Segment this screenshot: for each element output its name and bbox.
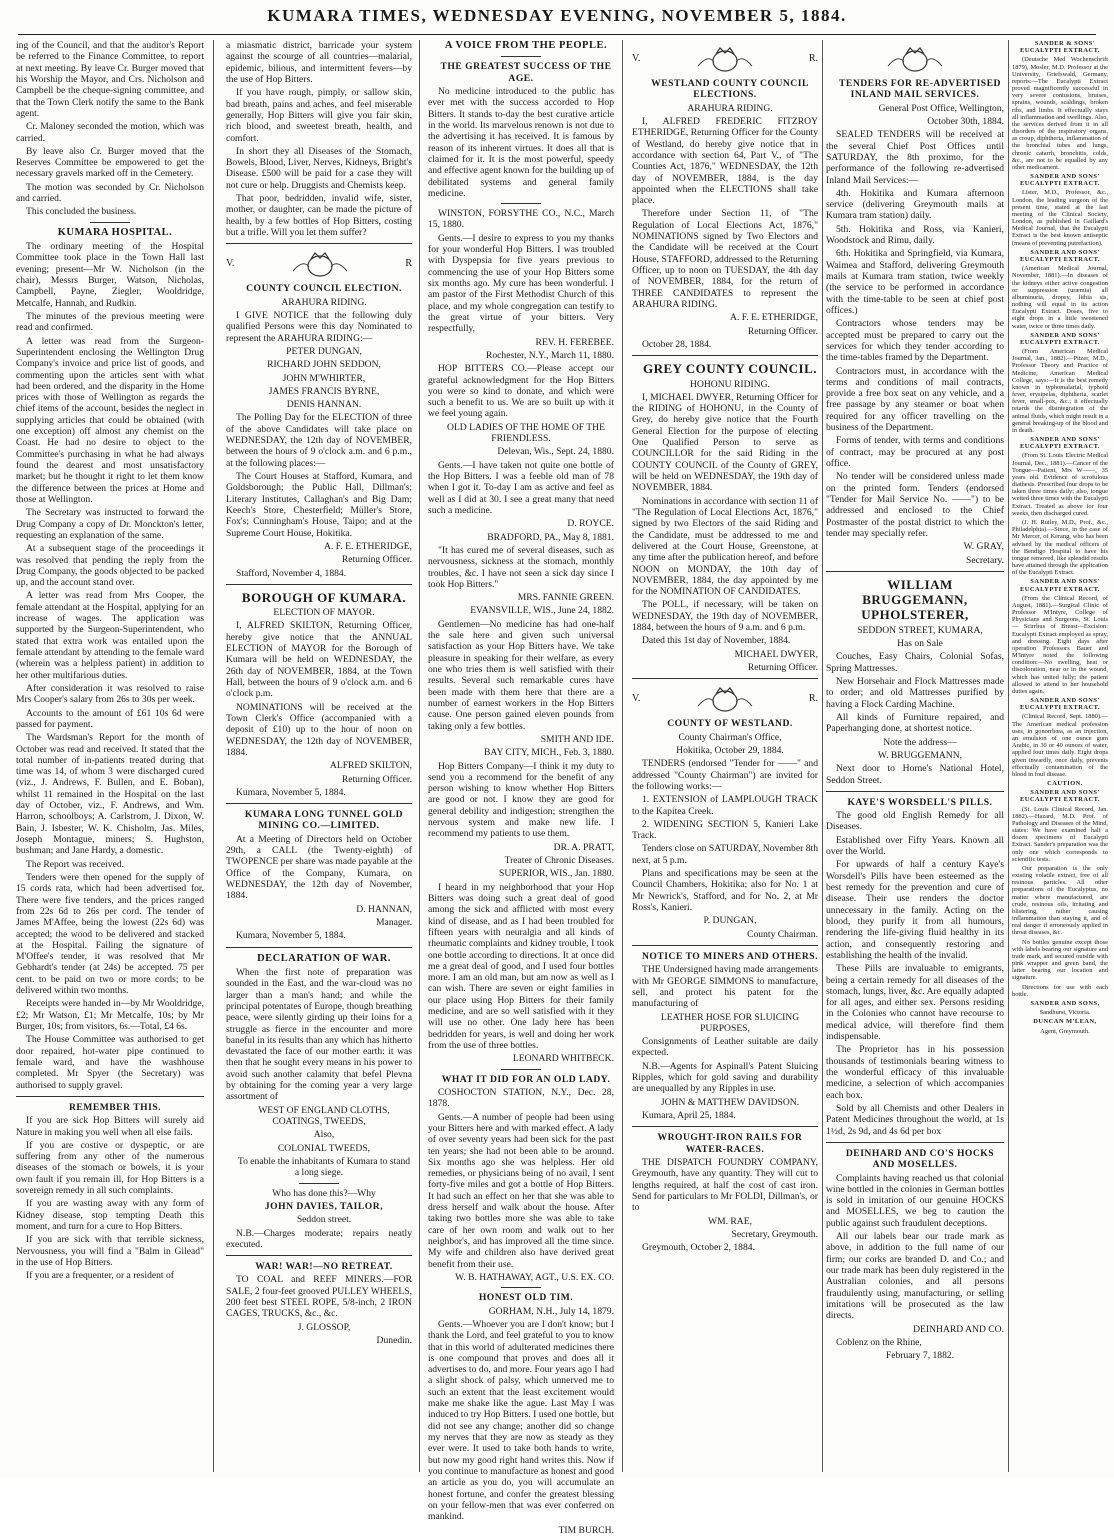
notice-heading: KUMARA LONG TUNNEL GOLD MINING CO.—LIMITED. bbox=[244, 809, 404, 832]
testimonial-text: Gents.—I have taken not quite one bottle of the Hop Bitters. I was a feeble old man of 78 when I got it. To-day I am as active and feel as well as I did at 30. I see a great many that need such a medicine. bbox=[428, 459, 614, 516]
crest-mark: V. bbox=[632, 693, 641, 705]
ad-text: LEATHER HOSE FOR SLUICING PURPOSES, bbox=[660, 1011, 800, 1034]
ad-heading: WHAT IT DID FOR AN OLD LADY. bbox=[441, 1073, 611, 1085]
candidate-name: DENIS HANNAN. bbox=[286, 399, 362, 411]
article-text: If you are costive or dyspeptic, or are suffering from any other of the numerous diseases of the stomach or bowels, it is your own fault if you remain ill, for Hop Bitters is a sovereign remedy in all such complaints. bbox=[16, 1139, 204, 1197]
article-text: A letter was read from Mrs Cooper, the female attendant at the Hospital, applying for an increase of wages. The application was supported by the Surgeon-Superintendent, who stated that extra work was entailed upon the female attendant by attending to the female ward (wherein was a helpless patient) in addition to her other multifarious duties. bbox=[16, 590, 204, 681]
notice-text: I, MICHAEL DWYER, Returning Officer for the RIDING of HOHONU, in the County of Grey, do hereby give notice that the Fourth General Election for the purpose of electing One Qualified Person to serve as COUNCILLOR for the said Riding in the COUNTY COUNCIL of the County of GREY, will be held on WEDNESDAY, the 19th day of NOVEMBER, 1884. bbox=[632, 391, 818, 494]
notice-heading: TENDERS FOR RE-ADVERTISED INLAND MAIL SERVICES. bbox=[839, 78, 1001, 101]
ad-text: Has on Sale bbox=[897, 638, 943, 650]
article-text: The Secretary was instructed to forward the Drug Company a copy of Dr. Monckton's letter, requesting an explanation of the same. bbox=[16, 507, 204, 541]
notice-text: October 30th, 1884. bbox=[927, 115, 1004, 127]
crest-mark: V. bbox=[226, 258, 235, 270]
notice-text: 2. WIDENING SECTION 5, Kanieri Lake Track. bbox=[632, 818, 818, 842]
ad-text: Sold by all Chemists and other Dealers in Patent Medicines throughout the world, at 1s 1½d, 2s 9d, and 4s 6d per box bbox=[826, 1102, 1004, 1137]
testimonial-text: Gentlemen—No medicine has had one-half the sale here and given such universal satisfaction as your Hop Bitters have. We take pleasure in speaking for their welfare, as every one who tries them is well satisfied with their results. Several such remarkable cures have been made with them here that there are a number of earnest workers in the Hop Bitters cause. One person gained eleven pounds from taking only a few bottles. bbox=[428, 618, 614, 732]
ad-text: Agent, Greymouth. bbox=[1040, 1027, 1090, 1035]
ad-heading: SANDER AND SONS' EUCALYPTI EXTRACT. bbox=[1019, 578, 1101, 593]
signature-title: Returning Officer. bbox=[341, 554, 412, 566]
testimonial-text: Hop Bitters Company—I think it my duty to send you a recommend for the benefit of any person wishing to know whether Hop Bitters are good or not. I know they are good for general debility and indigestion; strengthen the nervous system and make new life. I recommend my patients to use them. bbox=[428, 760, 614, 840]
ad-text: Lister, M.D., Professor, &c., London, the leading surgeon of the present time, stated at the last meeting of the Clinical Society, London, as published in Gaillard's Medical Journal, that the Eucalypti Extract is the best known antiseptic (means of preventing putrefaction). bbox=[1012, 189, 1108, 247]
testimonial-text: Gents.—I desire to express to you my thanks for your wonderful Hop Bitters. I was troubled with Dyspepsia for five years previous to commencing the use of your Hop Bitters some six months ago. My cure has been wonderful. I am pastor of the First Methodist Church of this place, and my whole congregation can testify to the great virtue of your bitters. Very respectfully, bbox=[428, 232, 614, 335]
ad-heading: SANDER AND SONS' EUCALYPTI EXTRACT. bbox=[1019, 173, 1101, 188]
ad-heading: WAR! WAR!—NO RETREAT. bbox=[255, 1261, 393, 1273]
notice-text: 5th. Hokitika and Ross, via Kanieri, Woodstock and Rimu, daily. bbox=[826, 223, 1004, 247]
testimonial-heading: Rochester, N.Y., March 11, 1880. bbox=[485, 349, 614, 361]
notice-heading: COUNTY OF WESTLAND. bbox=[667, 718, 793, 730]
notice-text: Contractors whose tenders may be accepted must be prepared to carry out the services for which they tender according to the time-tables framed by the Department. bbox=[826, 318, 1004, 364]
notice-subheading: ARAHURA RIDING. bbox=[281, 296, 367, 308]
crest-mark: R. bbox=[808, 53, 818, 65]
notice-text: No tender will be considered unless made on the printed form. Tenders (endorsed "Tender for Mail Service No. ——") to be addressed and enclosed to the Chief Postmaster of the postal district to which the tender may specially refer. bbox=[826, 471, 1004, 539]
testimonial-heading: Delevan, Wis., Sept. 24, 1880. bbox=[497, 446, 614, 458]
ad-text: (J. H. Rutley, M.D., Prof., &c., Philadelphia).—Since, in the case of Mr Mercer, of Kerang, who has been advised by the medical officers of the Bendigo Hospital to have his tongue removed, like splendid results have attained through the application of the Eucalypti Extract. bbox=[1012, 519, 1108, 577]
ad-date: February 7, 1882. bbox=[885, 1350, 955, 1362]
ad-heading: SANDER AND SONS' EUCALYPTI EXTRACT. bbox=[1019, 248, 1101, 263]
ad-text: TO COAL and REEF MINERS.—FOR SALE, 2 four-feet grooved PULLEY WHEELS, 200 feet best STEEL ROPE, 5/8-inch, 2 IRON CAGES, TRUCKS, &c., &c. bbox=[226, 1274, 412, 1320]
notice-text: I, ALFRED SKILTON, Returning Officer, hereby give notice that the ANNUAL ELECTION of MAYOR for the Borough of Kumara will be held on WEDNESDAY, the 26th day of NOVEMBER, 1884, at the Town Hall, between the hours of 9 o'clock a.m. and 6 o'clock p.m. bbox=[226, 620, 412, 700]
ad-text: Complaints having reached us that colonial wine bottled in the colonies in German bottles is sold in imitation of our genuine HOCKS and MOSELLES, we beg to caution the public against such fraudulent deceptions. bbox=[826, 1172, 1004, 1229]
notice-heading: GREY COUNTY COUNCIL. bbox=[642, 361, 818, 377]
ad-heading: DEINHARD AND CO'S HOCKS AND MOSELLES. bbox=[845, 1147, 995, 1171]
signature: W. GRAY, bbox=[963, 541, 1004, 553]
article-text: Cr. Maloney seconded the motion, which was carried. bbox=[16, 121, 204, 144]
notice-text: County Chairman's Office, bbox=[678, 731, 782, 743]
ad-text: N.B.—Agents for Aspinall's Patent Sluicing Ripples, which for gold saving and durability are unequalled by any Ripples in use. bbox=[632, 1060, 818, 1095]
ad-text: For upwards of half a century Kaye's Worsdell's Pills have been esteemed as the best remedy for the prevention and cure of disease. Their use renders the doctor unnecessary in the family. Acting on the blood, they purify it from all humours, rendering the life-giving fluid healthy in its action, and consequently restoring and establishing the health of the invalid. bbox=[826, 859, 1004, 961]
ad-text: To enable the inhabitants of Kumara to stand a long siege. bbox=[237, 1155, 411, 1179]
signature: OLD LADIES OF THE HOME OF THE FRIENDLESS. bbox=[447, 421, 605, 445]
divider bbox=[826, 791, 1004, 792]
article-text: If you are a frequenter, or a resident of bbox=[26, 1270, 174, 1282]
candidate-name: RICHARD JOHN SEDDON, bbox=[267, 359, 381, 371]
ad-text: Dunedin. bbox=[376, 1335, 412, 1347]
ad-text: Established over Fifty Years. Known all over the World. bbox=[826, 834, 1004, 858]
ad-text: Couches, Easy Chairs, Colonial Sofas, Spring Mattresses. bbox=[826, 651, 1004, 674]
candidate-name: JAMES FRANCIS BYRNE, bbox=[268, 385, 380, 397]
article-text: After consideration it was resolved to raise Mrs Cooper's salary from 26s to 30s per week. bbox=[16, 682, 204, 706]
notice-text: Contractors must, in accordance with the terms and conditions of mail contracts, provide a free box seat on any vehicle, and a free passage by any steamer or boat when required for any officer travelling on the business of the Department. bbox=[826, 365, 1004, 434]
crest-mark: V. bbox=[632, 53, 641, 65]
notice-text: 4th. Hokitika and Kumara afternoon service (delivering Greymouth mails at Kumara tram station) daily. bbox=[826, 187, 1004, 222]
testimonial-heading: BRADFORD, PA., May 8, 1881. bbox=[487, 531, 614, 543]
notice-text: 1. EXTENSION of LAMPLOUGH TRACK to the Kapitea Creek. bbox=[632, 794, 818, 817]
article-text: If you are sick Hop Bitters will surely aid Nature in making you well when all else fails. bbox=[16, 1115, 204, 1138]
signature-title: Secretary, Greymouth. bbox=[731, 1228, 818, 1240]
notice-text: Nominations in accordance with section 11 of "The Regulation of Local Elections Act, 1876," signed by two Electors of the said Riding and the Candidate, must be addressed to me and delivered at the Court House, Greenstone, at any time after the publication hereof, and before NOON on MONDAY, the 10th day of NOVEMBER, 1884, the day appointed by me for the NOMINATION OF CANDIDATES. bbox=[632, 495, 819, 598]
notice-subheading: HOHONU RIDING. bbox=[690, 378, 770, 390]
notice-date: Kumara, November 5, 1884. bbox=[236, 930, 346, 942]
signature: A. F. E. ETHERIDGE, bbox=[324, 540, 412, 552]
notice-text: The Court Houses at Stafford, Kumara, and Goldsborough; the Public Hall, Dillman's; Literary Institutes, Callaghan's and Big Dam; Keech's Store, Chesterfield; Müller's Store, Fox's; Cunningham's House, Taipo; and at the Supreme Court House, Hokitika. bbox=[226, 471, 412, 539]
ad-text: No bottles genuine except those with labels bearing our signature and trade mark, and secured outside with pink wrapper and green band, the latter bearing our location and signature. bbox=[1012, 938, 1108, 982]
ad-text: N.B.—Charges moderate; repairs neatly executed. bbox=[226, 1227, 412, 1250]
signature: DEINHARD AND CO. bbox=[913, 1323, 1004, 1335]
ad-text: THE DISPATCH FOUNDRY COMPANY, Greymouth, have any quantity. They will cut to lengths required, at half the cost of cast iron. Send for particulars to Mr FOLDI, Dillman's, or to bbox=[632, 1156, 818, 1214]
notice-text: Forms of tender, with terms and conditions of contract, may be procured at any post office. bbox=[826, 435, 1004, 469]
crown-icon bbox=[880, 44, 950, 74]
crest-mark: R bbox=[405, 258, 412, 270]
ad-text: Next door to Horne's National Hotel, Seddon Street. bbox=[826, 763, 1004, 786]
article-text: If you are wasting away with any form of Kidney disease, stop tempting Death this moment, and turn for a cure to Hop Bitters. bbox=[16, 1198, 204, 1232]
notice-subheading: ARAHURA RIDING. bbox=[687, 102, 773, 114]
ad-heading: CAUTION. bbox=[1047, 780, 1083, 788]
notice-date: Stafford, November 4, 1884. bbox=[236, 567, 347, 579]
article-text: That poor, bedridden, invalid wife, sister, mother, or daughter, can be made the picture of health, by a few bottles of Hop Bitters, costing but a trifle. Will you let them suffer? bbox=[226, 193, 412, 238]
article-text: The motion was seconded by Cr. Nicholson and carried. bbox=[16, 181, 204, 205]
article-text: The House Committee was authorised to get door repaired, hot-water pipe continued to female ward, and have the washhouse completed. Mr Spyer (the Secretary) was authorised to supply gravel. bbox=[16, 1034, 204, 1091]
signature: W. BRUGGEMANN, bbox=[877, 749, 963, 761]
article-heading: REMEMBER THIS. bbox=[68, 1101, 162, 1113]
ad-text: No medicine introduced to the public has ever met with the success accorded to Hop Bitters. It stands to-day the best curative article in the world. Its marvelous renown is not due to the advertising it has received. It is famous by reason of its inherent virtues. It does all that is claimed for it. It is the most powerful, speedy and effective agent known for the building up of debilitated systems and general family medicine. bbox=[428, 86, 614, 199]
ad-text: Consignments of Leather suitable are daily expected. bbox=[632, 1036, 818, 1059]
article-text: The Wardsman's Report for the month of October was read and received. It stated that the total number of in-patients treated during that time was 14, of whom 3 were discharged cured (viz., J. Andrews, F. Bullen, and E. Boban), whilst 11 remained in the Hospital on the last day of October, viz., F. Andrews, and Wm. Harron, schoolboys; A. Carlstrom, J. Dixon, W. Bain, J. Isbester, W. K. Chisholm, Jas. Miles, Joseph Montague, miners; S. Hughston, bushman; and Jane Hardy, a domestic. bbox=[16, 732, 204, 857]
notice-text: General Post Office, Wellington, bbox=[878, 102, 1004, 114]
signature: W. B. HATHAWAY, AGT., U.S. EX. CO. bbox=[455, 1271, 614, 1283]
ad-text: New Horsehair and Flock Mattresses made to order; and old Mattresses purified by having a Flock Carding Machine. bbox=[826, 676, 1004, 710]
testimonial-heading: EVANSVILLE, WIS., June 24, 1882. bbox=[470, 605, 614, 617]
signature: MICHAEL DWYER, bbox=[734, 648, 818, 660]
ad-text: Sandhurst, Victoria. bbox=[1039, 1009, 1091, 1017]
notice-text: Hokitika, October 29, 1884. bbox=[676, 744, 784, 756]
ad-text: COLONIAL TWEEDS, bbox=[277, 1142, 371, 1154]
ad-heading: SANDER AND SONS' EUCALYPTI EXTRACT. bbox=[1019, 789, 1101, 804]
masthead-title: KUMARA TIMES, WEDNESDAY EVENING, NOVEMBER 5, 1884. bbox=[267, 6, 847, 25]
notice-heading: COUNTY COUNCIL ELECTION. bbox=[246, 283, 402, 295]
ad-text: (Deutsche Med Wochenschrift 1879), Mosler, M.D. Professor at the University, Griefswald, Germany, reports:—The Eucalypti Extract proved magnificently successful in very severe contusions, bruises, sprains, wounds, scaldings, broken ribs, and limbs. It effectually stays all inflammation and swellings. Also, the services derived from it in all disorders of the respiratory organs, as croup, diphtheria, inflammation of the bronchial tubes and lungs, chronic catarrh, bronchitis, colds, &c., are not to be equalled by any other medicament. bbox=[1012, 56, 1108, 171]
testimonial-text: Gents.—Whoever you are I don't know; but I thank the Lord, and feel grateful to you to know that in this world of adulterated medicines there is one compound that proves and does all it advertises to do, and more. Four years ago I had a slight shock of palsy, which unnerved me to such an extent that the least excitement would make me shake like the ague. Last May I was induced to try Hop Bitters. I used one bottle, but did not see any change; another did so change my nerves that they are now as steady as they ever were. It used to take both hands to write, but now my good right hand writes this. Now if you continue to manufacture as honest and good an article as you do, you will accumulate an honest fortune, and confer the greatest blessing on your fellow-men that was ever conferred on mankind. bbox=[428, 1318, 614, 1523]
article-text: Tenders were then opened for the supply of 15 cords rata, which had been advertised for. There were five tenders, and the prices ranged from 22s 6d to 26s per cord. The tender of James M'Affee, being the lowest (22s 6d) was accepted; the wood to be delivered and stacked at the Hospital. Failing the signature of M'Offee's tender, it was resolved that Mr Gebhardt's tender (at 24s) be accepted. 75 per cent. to be paid on two or more cords; to be delivered within two months. bbox=[16, 871, 204, 997]
notice-text: Plans and specifications may be seen at the Council Chambers, Hokitika; also for No. 1 at Mr Newrick's, Stafford, and for No. 2, at Mr Ross's, Kanieri. bbox=[632, 868, 818, 914]
article-text: The ordinary meeting of the Hospital Committee took place in the Town Hall last evening; present—Mr W. Nicholson (in the chair), Messrs Burger, Watson, Nicholas, Campbell, Payne, Ziegler, Wooldridge, Metcalfe, Hannah, and Rudkin. bbox=[16, 241, 204, 309]
ad-heading: SANDER & SONS' EUCALYPTI EXTRACT. bbox=[1019, 40, 1101, 55]
notice-date: Kumara, November 5, 1884. bbox=[236, 786, 346, 798]
crest-mark: R. bbox=[808, 693, 818, 705]
ad-text: All kinds of Furniture repaired, and Paperhanging done, at shortest notice. bbox=[826, 711, 1004, 735]
ad-heading: A VOICE FROM THE PEOPLE. bbox=[444, 40, 608, 51]
article-text: If you are sick with that terrible sickness, Nervousness, you will find a "Balm in Gilead" in the use of Hop Bitters. bbox=[16, 1234, 204, 1268]
signature: ALFRED SKILTON, bbox=[329, 760, 412, 772]
column-6 bbox=[1012, 40, 1108, 1472]
testimonial-heading: BAY CITY, MICH., Feb. 3, 1880. bbox=[484, 747, 614, 759]
signature: D. HANNAN, bbox=[356, 903, 412, 915]
ad-text: The good old English Remedy for all Diseases. bbox=[826, 810, 1004, 833]
signature-title: Returning Officer. bbox=[341, 773, 412, 785]
ad-heading: NOTICE TO MINERS AND OTHERS. bbox=[642, 950, 818, 962]
signature: SANDER AND SONS, bbox=[1030, 1000, 1100, 1007]
ad-text: WEST OF ENGLAND CLOTHS, COATINGS, TWEEDS, bbox=[258, 1104, 390, 1128]
article-text: The Report was received. bbox=[26, 858, 125, 870]
ad-date: Greymouth, October 2, 1884. bbox=[642, 1242, 755, 1254]
ad-text: (American Medical Journal, November, 1881).—In diseases of the kidneys either active congestion or suppression (uræmia) all albuminuria, dropsy, lithia sis, nothing will equal in its action Eucalypti Extract. Doses, five to eight drops in a little sweetened water, twice or three times daily. bbox=[1012, 265, 1108, 330]
signature: MRS. FANNIE GREEN. bbox=[517, 592, 614, 604]
ad-date: Kumara, April 25, 1884. bbox=[642, 1110, 736, 1122]
signature: WM. RAE, bbox=[708, 1215, 752, 1227]
signature: D. ROYCE. bbox=[567, 518, 614, 530]
ad-text: Also, bbox=[313, 1129, 335, 1141]
article-text: This concluded the business. bbox=[26, 206, 137, 218]
ad-text: Who has done this?—Why bbox=[272, 1187, 376, 1199]
signature-title: Returning Officer. bbox=[747, 662, 818, 674]
signature: TIM BURCH. bbox=[558, 1524, 614, 1536]
notice-text: SEALED TENDERS will be received at the several Chief Post Offices until SATURDAY, the 8th proximo, for the performance of the following re-advertised Inland Mail Services:— bbox=[826, 129, 1004, 186]
testimonial-text: "It has cured me of several diseases, such as nervousness, sickness at the stomach, monthly troubles, &c. I have not seen a sick day since I took Hop Bitters." bbox=[428, 544, 614, 590]
article-text: a miasmatic district, barricade your system against the scourge of all countries—malarial, epidemic, bilious, and intermittent fevers—by the use of Hop Bitters. bbox=[226, 40, 412, 85]
signature: DUNCAN M'LEAN, bbox=[1033, 1018, 1097, 1026]
ad-heading: JOHN DAVIES, TAILOR, bbox=[264, 1200, 384, 1212]
testimonial-heading: COSHOCTON STATION, N.Y., Dec. 28, 1878. bbox=[428, 1086, 614, 1110]
signature: DR. A. PRATT, bbox=[553, 841, 614, 853]
notice-text: The Polling Day for the ELECTION of three of the above Candidates will take place on WEDNESDAY, the 12th day of NOVEMBER, between the hours of 9 o'clock a.m. and 6 p.m., at the following places:— bbox=[226, 412, 412, 469]
ad-text: (From the Clinical Record, of August, 1881).—Surgical Clinic of Professor M'Intyre, College of Physicians and Surgeons, St. Louis — Scirrhus of Breast—Excision: Eucalypti Extract employed as spray, and dressing. Eight days after operation Professors Bauer and M'Intyre noted the following condition:—No swelling, heat or discoloration, near or in the wound, which has united fully; the patient allowed to attend to her household duties again. bbox=[1012, 594, 1108, 695]
notice-text: NOMINATIONS will be received at the Town Clerk's Office (accompanied with a deposit of £10) up to the hour of noon on WEDNESDAY, the 12th day of NOVEMBER, 1884. bbox=[226, 701, 412, 758]
ad-heading: HONEST OLD TIM. bbox=[478, 1292, 574, 1304]
ad-text: Seddon street. bbox=[296, 1214, 352, 1226]
article-text: Receipts were handed in—by Mr Wooldridge, £2; Mr Watson, £1; Mr Metcalfe, 10s; by Mr Burger, 10s; from visitors, 6s.—Total, £4 6s. bbox=[16, 998, 204, 1032]
ad-text: Directions for use with each bottle. bbox=[1012, 983, 1108, 998]
notice-text: I, ALFRED FREDERIC FITZROY ETHERIDGE, Returning Officer for the County of Westland, do hereby give notice that in accordance with section 64, Part V., of "The Counties Act, 1876," WEDNESDAY, the 12th day of NOVEMBER, 1884, is the day appointed when the ELECTIONS shall take place. bbox=[632, 115, 818, 207]
signature: REV. H. FEREBEE. bbox=[535, 336, 614, 348]
article-text: ing of the Council, and that the auditor's Report be referred to the Finance Committee, to report at next meeting. By leave Cr. Burger moved that his Worship the Mayor, and Crs. Nicholson and Campbell be the cheque-signing committee, and that the Town Clerk notify the same to the Bank agent. bbox=[16, 40, 204, 119]
testimonial-text: HOP BITTERS CO.—Please accept our grateful acknowledgment for the Hop Bitters you were so kind to donate, and which were such a benefit to us. We are so built up with it we feel young again. bbox=[428, 363, 614, 420]
ad-heading: SANDER AND SONS' EUCALYPTI EXTRACT. bbox=[1019, 697, 1101, 712]
testimonial-heading: WINSTON, FORSYTHE CO., N.C., March 15, 1880. bbox=[428, 208, 614, 231]
article-text: In short they all Diseases of the Stomach, Bowels, Blood, Liver, Nerves, Kidneys, Bright's Disease. £500 will be paid for a case they will not cure or help. Druggists and Chemists keep. bbox=[226, 145, 412, 191]
signature: J. GLOSSOP, bbox=[297, 1321, 351, 1333]
column-divider bbox=[1008, 40, 1009, 1472]
notice-text: The POLL, if necessary, will be taken on WEDNESDAY, the 19th day of NOVEMBER, 1884, between the hours of 9 a.m. and 6 p.m. bbox=[632, 599, 818, 634]
notice-text: Dated this 1st day of November, 1884. bbox=[642, 635, 791, 647]
notice-text: Therefore under Section 11, of "The Regulation of Local Elections Act, 1876," NOMINATIONS signed by Two Electors and the Candidate will be received at the Court House, STAFFORD, addressed to the Returning Officer, up to noon on TUESDAY, the 4th day of NOVEMBER, 1884, for the return of THREE CANDIDATES to represent the ARAHURA RIDING. bbox=[632, 208, 818, 310]
article-text: Accounts to the amount of £61 10s 6d were passed for payment. bbox=[16, 707, 204, 730]
article-text: The minutes of the previous meeting were read and confirmed. bbox=[16, 310, 204, 334]
ad-text: (St. Louis Clinical Record, Jan. 1882).—Hazard, M.D. Prof. of Pathology and Diseases of the Mind, states: We have examined half a dozen specimens of Eucalypti Extract. Sander's preparation was the only one which corresponds to scientific tests. bbox=[1012, 805, 1108, 863]
signature-title: Secretary. bbox=[966, 554, 1004, 566]
testimonial-heading: SUPERIOR, WIS., Jan. 1880. bbox=[499, 868, 614, 880]
notice-text: 6th. Hokitika and Springfield, via Kumara, Waimea and Stafford, delivering Greymouth mails at Kumara tram station, twice weekly (the service to be performed in accordance with the time-table to be seen at chief post offices.) bbox=[826, 248, 1004, 316]
notice-heading: BOROUGH OF KUMARA. bbox=[241, 589, 407, 605]
notice-heading: WESTLAND COUNTY COUNCIL ELECTIONS. bbox=[651, 78, 809, 101]
article-text: If you have rough, pimply, or sallow skin, bad breath, pains and aches, and feel miserable generally, Hop Bitters will give you fair skin, rich blood, and sweetest breath, health, and comfort. bbox=[226, 87, 412, 144]
ad-subheading: THE GREATEST SUCCESS OF THE AGE. bbox=[440, 61, 612, 84]
notice-subheading: ELECTION OF MAYOR. bbox=[273, 607, 375, 619]
ad-text: These Pills are invaluable to emigrants, being a certain remedy for all diseases of the stomach, lungs, liver, &c. Are equally adapted for all ages, and either sex. Persons residing in the Colonies who cannot have recourse to medical advice, will therefore find them indispensable. bbox=[826, 963, 1004, 1043]
notice-date: October 28, 1884. bbox=[642, 338, 712, 350]
ad-text: THE Undersigned having made arrangements with Mr GEORGE SIMMONS to manufacture, sell, and protect his patent for the manufacturing of bbox=[632, 964, 818, 1010]
article-text: At a subsequent stage of the proceedings it was resolved that pending the reply from the Drug Company, the goods objected to be packed up, and the account stand over. bbox=[16, 543, 204, 589]
notice-text: I GIVE NOTICE that the following duly qualified Persons were this day Nominated to represent the ARAHURA RIDING:— bbox=[226, 309, 412, 344]
signature: P. DUNGAN, bbox=[703, 915, 757, 927]
ad-text: All our labels bear our trade mark as above, in addition to the full name of our firm; our corks are branded D. and Co.; and our trade mark has been duly registered in the Australian colonies, and all persons fraudulently using, manufacturing, or selling imitations will be prosecuted as the law directs. bbox=[826, 1231, 1004, 1322]
notice-text: At a Meeting of Directors held on October 29th, a CALL (the Twenty-eighth) of TWOPENCE per share was made payable at the Office of the Company, Kumara, on WEDNESDAY, the 12th day of November, 1884. bbox=[226, 833, 412, 902]
signature: LEONARD WHITBECK. bbox=[512, 1053, 614, 1065]
ad-heading: SANDER AND SONS' EUCALYPTI EXTRACT. bbox=[1019, 331, 1101, 346]
divider bbox=[826, 571, 1004, 572]
signature: JOHN & MATTHEW DAVIDSON. bbox=[660, 1096, 800, 1108]
signature-title: County Chairman. bbox=[747, 928, 818, 940]
candidate-name: PETER DUNGAN, bbox=[286, 345, 362, 357]
ad-heading: WROUGHT-IRON RAILS FOR WATER-RACES. bbox=[657, 1132, 803, 1155]
column-5 bbox=[826, 40, 1004, 1472]
ad-text: Coblenz on the Rhine, bbox=[836, 1336, 922, 1348]
ad-text: When the first note of preparation was sounded in the East, and the war-cloud was no larger than a man's hand; and while the principal potentates of Europe, though breathing peace, were silently girding up their loins for a struggle as fierce in the encounter and more baneful in its results than any which has hitherto devastated the face of our mother earth: it was then that he sought every means in his power to avoid such another calamity that befel Plevna by obtaining for the coming year a very large assortment of bbox=[226, 966, 412, 1103]
ad-heading: WILLIAM BRUGGEMANN, UPHOLSTERER, bbox=[861, 576, 969, 623]
testimonial-text: Gents.—A number of people had been using your Bitters here and with marked effect. A lady of over seventy years had been sick for the past ten years; she had not been able to be around. Six months ago she was helpless. Her old remedies, or physicians being of no avail, I sent forty-five miles and got a bottle of Hop Bitters. It had such an effect on her that she was able to dress herself and walk about the house. After taking two bottles more she was able to take care of her own room and walk out to her neighbor's, and has improved all the time since. My wife and children also have derived great benefit from their use. bbox=[428, 1111, 614, 1270]
article-heading: KUMARA HOSPITAL. bbox=[57, 226, 173, 238]
ad-heading: DECLARATION OF WAR. bbox=[257, 952, 391, 964]
ad-text: (From St. Louis Electric Medical Journal, Dec., 1881).—Cancer of the Tongue—Patient, Mrs W——, 35 years old. Evidence of scrofulous diathesis. Prescribed four drops to be taken three times daily; also, tongue wetted three times with the Eucalypti Extract. Treated as above for four weeks, then discharged cured. bbox=[1012, 452, 1108, 517]
candidate-name: JOHN M'WHIRTER, bbox=[282, 372, 366, 384]
ad-text: Note the address— bbox=[883, 736, 957, 748]
article-text: By leave also Cr. Burger moved that the Reserves Committee be empowered to get the necessary gravels marked off in the Cemetery. bbox=[16, 145, 204, 180]
ad-text: The Proprietor has in his possession thousands of testimonials bearing witness to the wonderful efficacy of this invaluable medicine, a selection of which accompanies each box. bbox=[826, 1044, 1004, 1101]
notice-text: TENDERS (endorsed "Tender for ——" and addressed "County Chairman") are invited for the following works:— bbox=[632, 758, 818, 792]
ad-text: SEDDON STREET, KUMARA, bbox=[857, 624, 983, 636]
royal-crest bbox=[826, 44, 1004, 74]
article-text: A letter was read from the Surgeon-Superintendent enclosing the Wellington Drug Company's invoice and price list of goods, and commenting upon the articles sent with what had been ordered, and the disparity in the Home prices with those of Wellington as regards the chief items of the account, besides the neglect in supplying articles that could be obtained (with one exception) off almost any chemist on the Coast. He had no desire to object to the Committee's purchasing in what he had always found the dearest and most unsatisfactory market; but he thought it right to let them know the difference between the prices at Home and those at Wellington. bbox=[16, 335, 204, 505]
testimonial-heading: GORHAM, N.H., July 14, 1879. bbox=[488, 1305, 614, 1317]
signature: SMITH AND IDE. bbox=[540, 733, 614, 745]
signature-title: Returning Officer. bbox=[747, 325, 818, 337]
ad-heading: SANDER AND SONS' EUCALYPTI EXTRACT. bbox=[1019, 436, 1101, 451]
signature-title: Treater of Chronic Diseases. bbox=[504, 855, 614, 866]
signature-title: Manager. bbox=[376, 916, 412, 928]
ad-text: Our preparation is the only existing volatile extract, free of all resinous particles. All other preparations of the Eucalyptus, no matter where manufactured, are crude, resinous oils, irritating and blistering, rather causing inflammation than staying it, and of real danger if erroneously applied in throat diseases, &c. bbox=[1012, 864, 1108, 937]
ad-text: (Clinical Record, Sept. 1880).—The American medical profession uses, in gonorrhœa, as an injection, an emulsion of one ounce gum Arabic, in 30 or 40 ounces of water, applied four times daily. Eight drops given inwardly, once daily, prevents effectually contamination of the blood in foul disease. bbox=[1012, 713, 1108, 778]
divider bbox=[826, 1142, 1004, 1143]
ad-heading: KAYE'S WORSDELL'S PILLS. bbox=[847, 796, 993, 808]
signature: A. F. E. ETHERIDGE, bbox=[730, 312, 818, 324]
ad-text: (From American Medical Journal, Jan., 1882).—Pitzer, M.D., Professor Theory and Practice of Medicine, American Medical College, says:—It is the best remedy known in typhomalarial, typhoid fever, erysipelas, diphtheria, scarlet fever, small-pox, &c.; it effectually retards the disintegration of the animal fluids, which might result in a general breaking-up of the blood and in death. bbox=[1012, 348, 1108, 434]
notice-text: Tenders close on SATURDAY, November 8th next, at 5 p.m. bbox=[632, 843, 818, 866]
testimonial-text: I heard in my neighborhood that your Hop Bitters was doing such a great deal of good among the sick and afflicted with most every kind of disease, and as I had been troubled for fifteen years with neuralgia and all kinds of rheumatic complaints and kidney trouble, I took one bottle according to directions. It at once did me a great deal of good, and I used four bottles more. I am an old man, but am now as well as I can wish. There are seven or eight families in our place using Hop Bitters for their family medicine, and are so well satisfied with it they will use no other. One lady here has been bedridden for years, is well and doing her work from the use of three bottles. bbox=[428, 881, 614, 1051]
